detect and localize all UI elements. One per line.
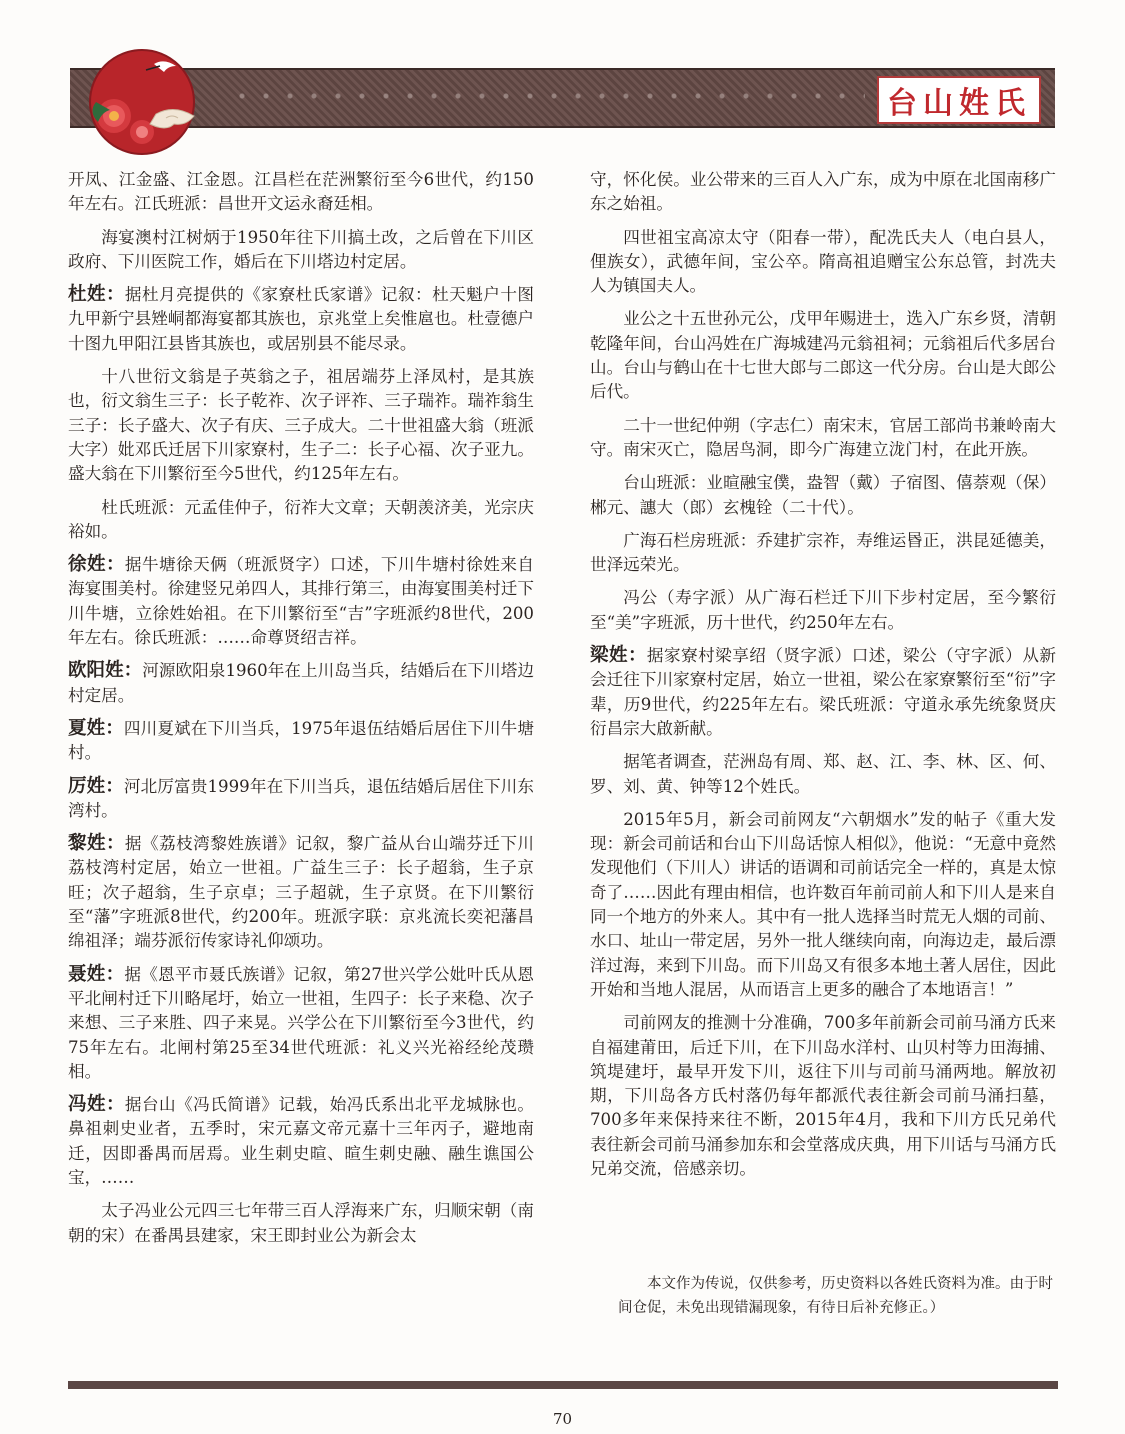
- surname-heading: 徐姓：: [68, 554, 125, 576]
- surname-entry: [68, 832, 534, 953]
- surname-heading: 梁姓：: [590, 645, 647, 667]
- note-text: 本文作为传说，仅供参考，历史资料以各姓氏资料为准。由于时间仓促，未免出现错漏现象，有待日后补充修正。）: [618, 1276, 1053, 1316]
- surname-entry: [68, 717, 534, 766]
- paragraph: 海宴澳村江树炳于1950年往下川搞土改，之后曾在下川区政府、下川医院工作，婚后在下川塔边村定居。: [68, 227, 534, 271]
- surname-heading: 夏姓：: [68, 717, 124, 739]
- peony-crane-emblem-icon: [84, 44, 204, 156]
- surname-heading: 厉姓：: [68, 775, 124, 797]
- surname-entry: [68, 659, 534, 708]
- paragraph-text: 据台山《冯氏简谱》记载，始冯氏系出北平龙城脉也。鼻祖刺史业者，五季时，宋元嘉文帝元嘉十三年丙子，避地南迁，因即番禺而居焉。业生刺史暄、暄生刺史融、融生谯国公宝，……: [68, 1095, 534, 1187]
- paragraph: 开凤、江金盛、江金恩。江昌栏在茫洲繁衍至今6世代，约150年左右。江氏班派：昌世开文运永裔廷相。: [68, 170, 534, 214]
- page-number: 70: [552, 1410, 573, 1428]
- paragraph-text: 四川夏斌在下川当兵，1975年退伍结婚后居住下川牛塘村。: [68, 718, 534, 763]
- paragraph-text: 据《荔枝湾黎姓族谱》记叙，黎广益从台山端芬迁下川荔枝湾村定居，始立一世祖。广益生三子：长子超翁，生子京旺；次子超翁，生子京卓；三子超就，生子京贤。在下川繁衍至“藩”字班派8世代，约200年。班派字联：京兆流长奕祀藩昌绵祖泽；端芬派衍传家诗礼仰颂功。: [68, 834, 534, 951]
- paragraph: 太子冯业公元四三七年带三百人浮海来广东，归顺宋朝（南朝的宋）在番禺县建家，宋王即封业公为新会太: [68, 1201, 534, 1245]
- paragraph: 台山班派：业暄融宝僕，盎智（戴）子宿图、僖萘观（保）郴元、譓大（郎）玄槐铨（二十代）。: [590, 473, 1056, 517]
- paragraph-text: 据杜月亮提供的《家寮杜氏家谱》记叙：杜天魁户十图九甲新宁县矬峒都海宴都其族也，京兆堂上矣惟扈也。杜壹德户十图九甲阳江县皆其族也，或居别县不能尽录。: [68, 285, 534, 353]
- paragraph-text: 河源欧阳泉1960年在上川岛当兵，结婚后在下川塔边村定居。: [68, 661, 534, 705]
- paragraph: 四世祖宝高凉太守（阳春一带），配冼氏夫人（电白县人，俚族女），武德年间，宝公卒。隋高祖追赠宝公东总管，封冼夫人为镇国夫人。: [590, 227, 1056, 296]
- paragraph: 杜氏班派：元孟佳仲子，衍祚大文章；天朝羡济美，光宗庆裕如。: [68, 497, 534, 541]
- right-column: [590, 168, 1056, 1190]
- author-note: [618, 1272, 1058, 1320]
- paragraph-text: 河北厉富贵1999年在下川当兵，退伍结婚后居住下川东湾村。: [68, 776, 534, 820]
- section-title-box: [877, 76, 1041, 124]
- surname-heading: 黎姓：: [68, 833, 125, 855]
- surname-entry: [68, 553, 534, 650]
- surname-entry: [68, 1093, 534, 1190]
- surname-heading: 杜姓：: [68, 284, 125, 306]
- surname-heading: 聂姓：: [68, 963, 125, 985]
- surname-entry: [68, 775, 534, 824]
- section-title: 台山姓氏: [887, 86, 1031, 121]
- paragraph: 冯公（寿字派）从广海石栏迁下川下步村定居，至今繁衍至“美”字班派，历十世代，约250年左右。: [590, 588, 1056, 632]
- paragraph-text: 据牛塘徐天俩（班派贤字）口述，下川牛塘村徐姓来自海宴围美村。徐建竖兄弟四人，其排行第三，由海宴围美村迁下川牛塘，立徐姓始祖。在下川繁衍至“吉”字班派约8世代，200年左右。徐氏班派：……命尊贤绍吉祥。: [68, 555, 534, 648]
- paragraph: 司前网友的推测十分准确，700多年前新会司前马涌方氏来自福建莆田，后迁下川，在下川岛水洋村、山贝村等力田海捕、筑堤建圩，最早开发下川，返往下川与司前马涌两地。解放初期，下川岛各方氏村落仍每年都派代表往新会司前马涌扫墓，700多年来保持来往不断，2015年4月，我和下川方氏兄弟代表往新会司前马涌参加东和会堂落成庆典，用下川话与马涌方氏兄弟交流，倍感亲切。: [590, 1013, 1056, 1178]
- surname-heading: 冯姓：: [68, 1094, 125, 1116]
- left-column: [68, 168, 534, 1257]
- surname-entry: [68, 283, 534, 356]
- surname-heading: 欧阳姓：: [68, 660, 143, 682]
- paragraph: 据笔者调查，茫洲岛有周、郑、赵、江、李、林、区、何、罗、刘、黄、钟等12个姓氏。: [590, 752, 1056, 796]
- header-banner: [70, 68, 1055, 128]
- surname-entry: [590, 644, 1056, 741]
- paragraph: 守，怀化侯。业公带来的三百人入广东，成为中原在北国南移广东之始祖。: [590, 170, 1056, 214]
- paragraph-text: 据家寮村梁享绍（贤字派）口述，梁公（守字派）从新会迁往下川家寮村定居，始立一世祖，梁公在家寮繁衍至“衍”字辈，历9世代，约225年左右。梁氏班派：守道永承先统象贤庆衍昌宗大啟新献。: [590, 646, 1056, 738]
- surname-entry: [68, 963, 534, 1084]
- paragraph: 广海石栏房班派：乔建扩宗祚，寿维运昬正，洪昆延德美，世泽远荣光。: [590, 530, 1056, 575]
- paragraph-text: 据《恩平市聂氏族谱》记叙，第27世兴学公妣叶氏从恩平北闸村迁下川略尾圩，始立一世祖，生四子：长子来稳、次子来想、三子来胜、四子来晃。兴学公在下川繁衍至今3世代，约75年左右。北闸村第25至34世代班派：礼义兴光裕经纶茂瓒相。: [68, 964, 534, 1081]
- paragraph: 2015年5月，新会司前网友“六朝烟水”发的帖子《重大发现：新会司前话和台山下川岛话惊人相似》，他说：“无意中竟然发现他们（下川人）讲话的语调和司前话完全一样的，真是太惊奇了……因此有理由相信，也许数百年前司前人和下川人是来自同一个地方的外来人。其中有一批人选择当时荒无人烟的司前、水口、址山一带定居，另外一批人继续向南，向海边走，最后漂洋过海，来到下川岛。而下川岛又有很多本地土著人居住，因此开始和当地人混居，从而语言上更多的融合了本地语言！”: [590, 809, 1056, 999]
- paragraph: 十八世衍文翁是子英翁之子，祖居端芬上泽凤村，是其族也，衍文翁生三子：长子乾祚、次子评祚、三子瑞祚。瑞祚翁生三子：长子盛大、次子有庆、三子成大。二十世祖盛大翁（班派大字）妣邓氏迁居下川家寮村，生子二：长子心福、次子亚九。盛大翁在下川繁衍至今5世代，约125年左右。: [68, 367, 534, 484]
- paragraph: 业公之十五世孙元公，戊甲年赐进士，选入广东乡贤，清朝乾隆年间，台山冯姓在广海城建冯元翁祖祠；元翁祖后代多居台山。台山与鹤山在十七世大郎与二郎这一代分房。台山是大郎公后代。: [590, 309, 1056, 402]
- footer-divider: [68, 1381, 1058, 1389]
- paragraph: 二十一世纪仲朔（字志仁）南宋末，官居工部尚书兼岭南大守。南宋灭亡，隐居鸟洞，即今广海建立泷门村，在此开族。: [590, 415, 1056, 459]
